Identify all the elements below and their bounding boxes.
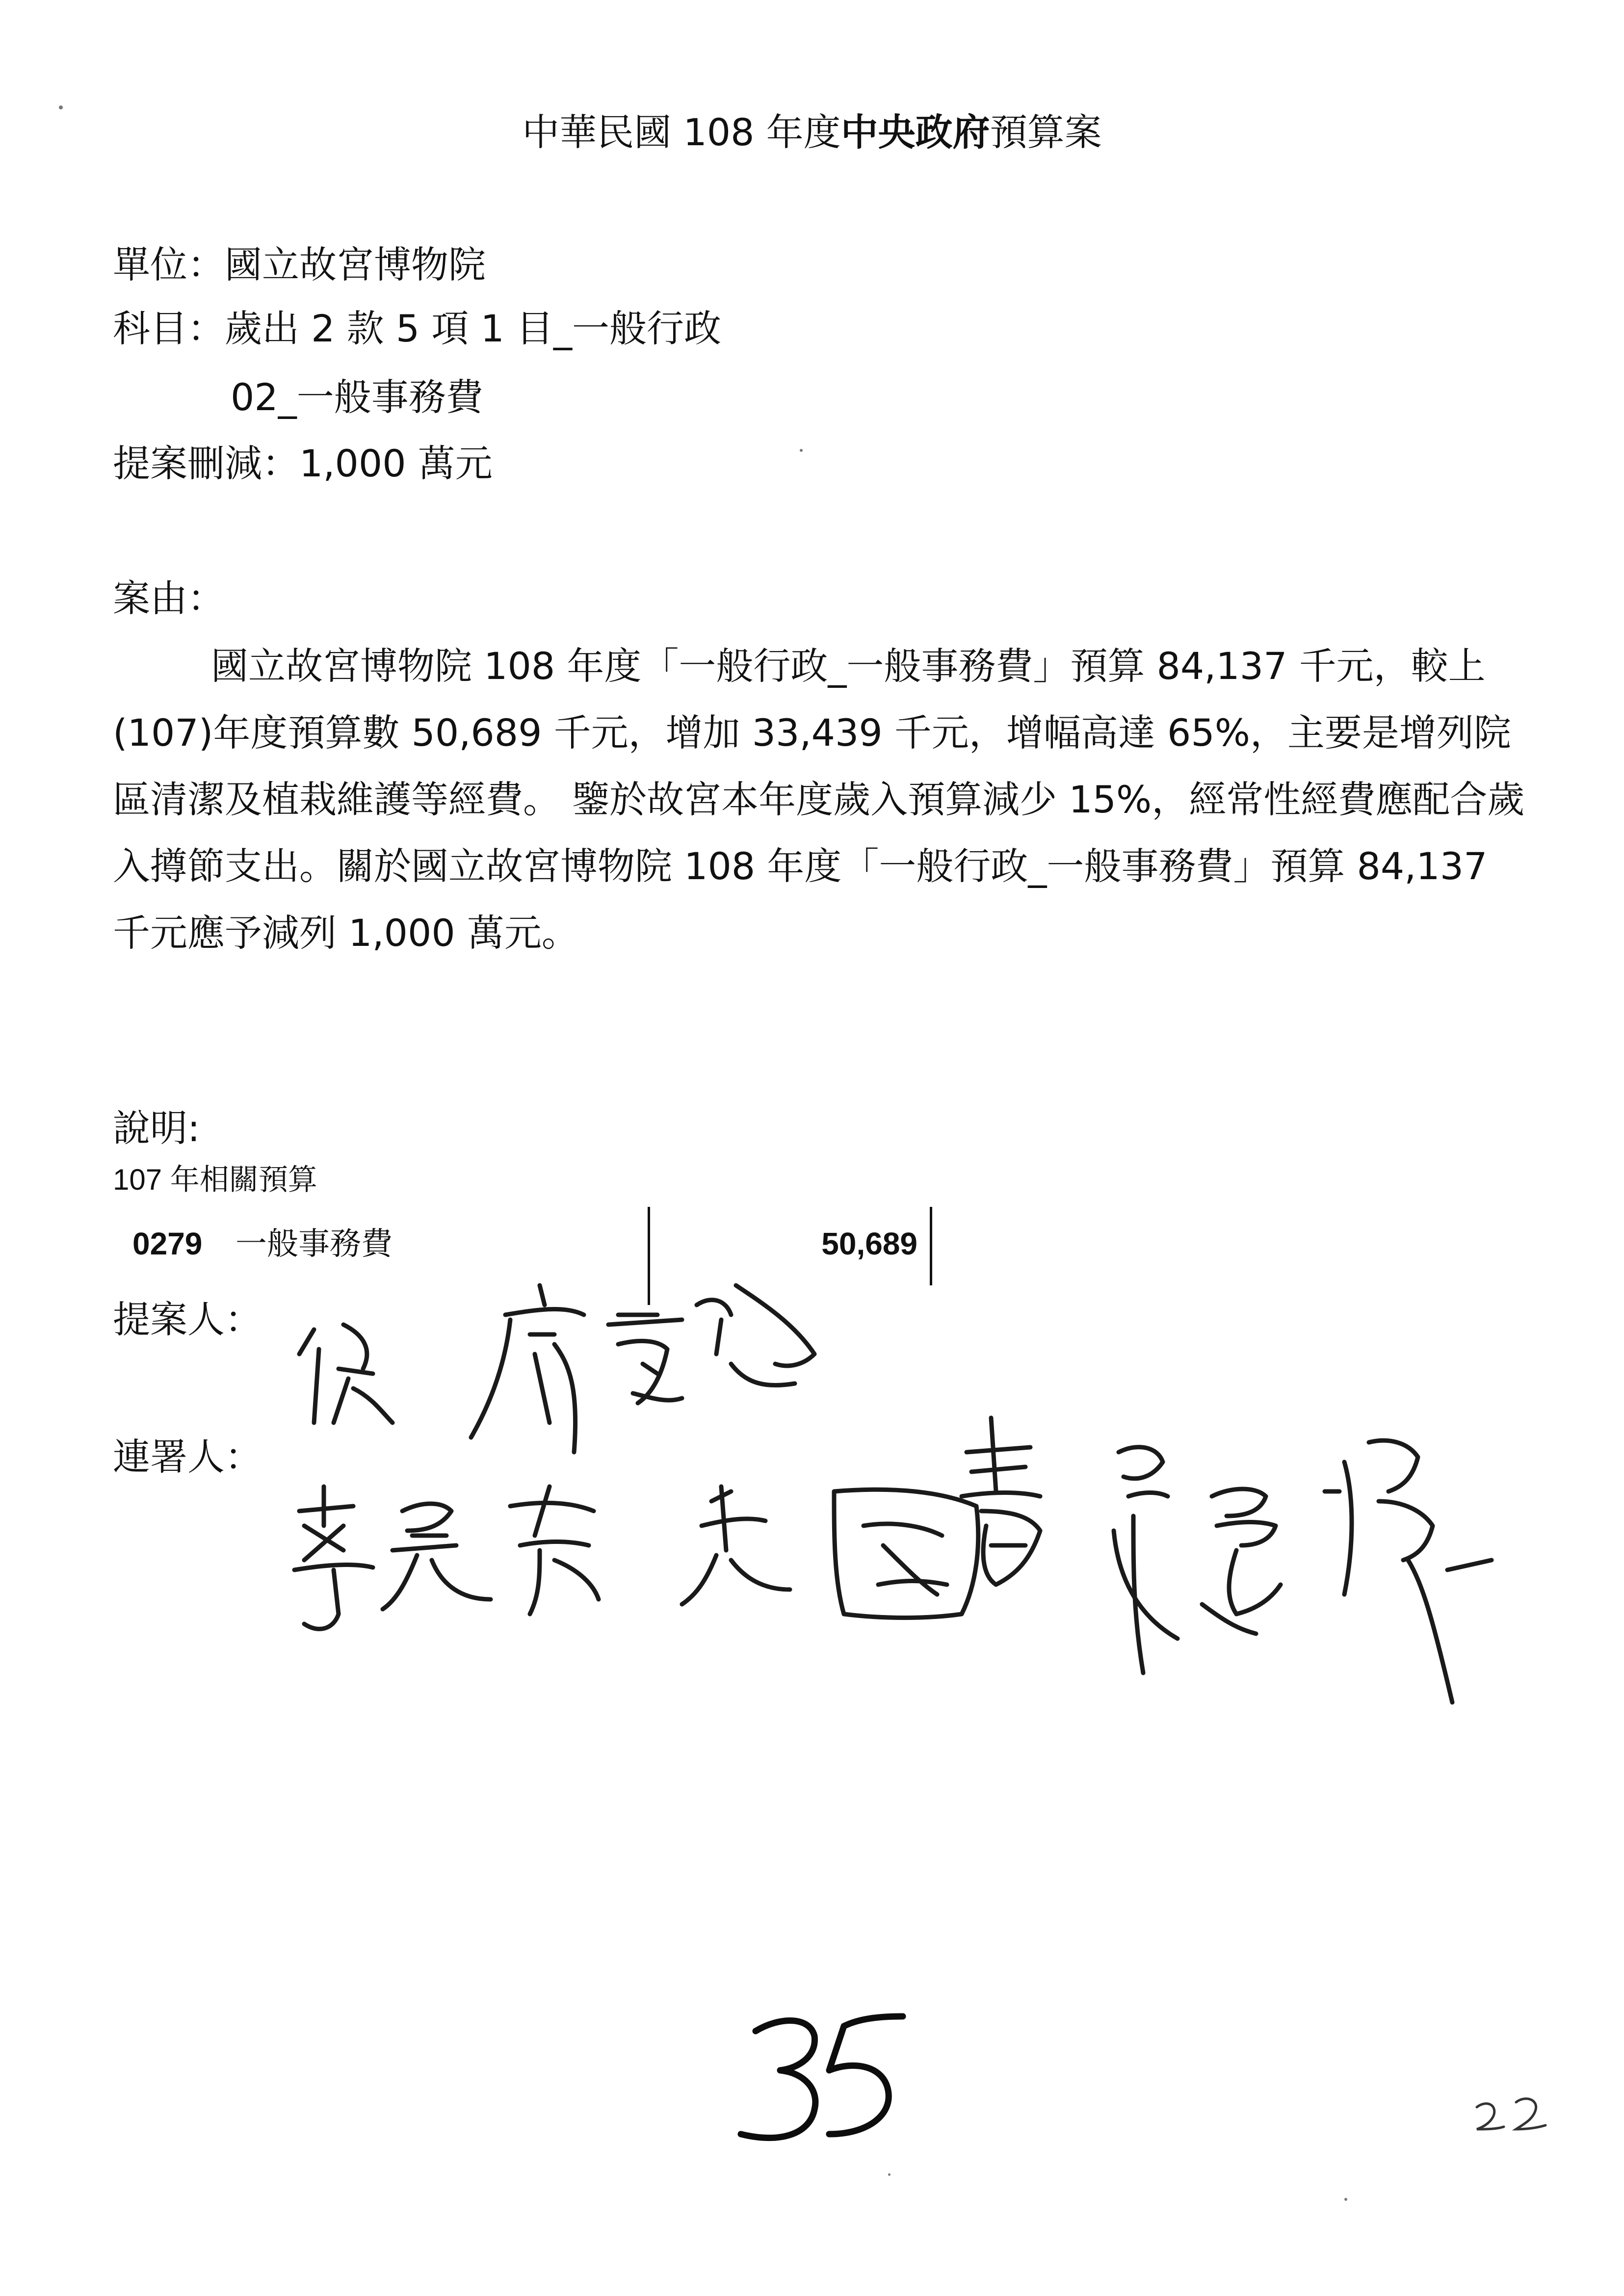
scan-speck [888,2173,891,2176]
cosigners-label: 連署人： [113,1435,262,1479]
scan-speck [800,449,803,452]
proposer-label: 提案人： [113,1298,262,1341]
budget-code: 0279 [132,1226,203,1261]
cosigner-signature-2 [682,1418,1040,1618]
proposer-signature [299,1285,814,1452]
cosigner-signature-1 [294,1487,599,1629]
handwritten-page-number [726,2007,922,2154]
reason-text: 國立故宮博物院 108 年度「一般行政_一般事務費」預算 84,137 千元，較上(107)年度預算數 50,689 千元，增加 33,439 千元，增幅高達 65%，主要是增列院區清潔及植栽維護等經費。 鑒於故宮本年度歲入預算減少 15%，經常性經費應配合歲入撙節支出。關於國立故宮博物院 108 年度「一般行政_一般事務費」預算 84,137 千元應予減列 1,000 萬元。 [113,644,1525,955]
handwritten-corner-mark [1467,2090,1555,2139]
budget-amount: 50,689 [821,1226,917,1261]
explanation-label: 說明: [113,1106,200,1150]
title-bold: 中央政府 [840,110,990,154]
subject-field: 科目：歲出 2 款 5 項 1 目_一般行政 [113,307,722,350]
scan-speck [1344,2198,1347,2201]
unit-field: 單位：國立故宮博物院 [113,243,486,287]
cosigner-signature-3 [1114,1440,1492,1702]
title-prefix: 中華民國 108 年度 [522,110,841,154]
explanation-sub-label: 107 年相關預算 [113,1163,317,1196]
scan-speck [59,105,63,109]
subject-sub-field: 02_一般事務費 [231,375,483,419]
reason-label: 案由： [113,576,225,620]
title-suffix: 預算案 [990,110,1102,154]
budget-name: 一般事務費 [236,1226,393,1261]
proposed-cut-field: 提案刪減：1,000 萬元 [113,442,493,485]
